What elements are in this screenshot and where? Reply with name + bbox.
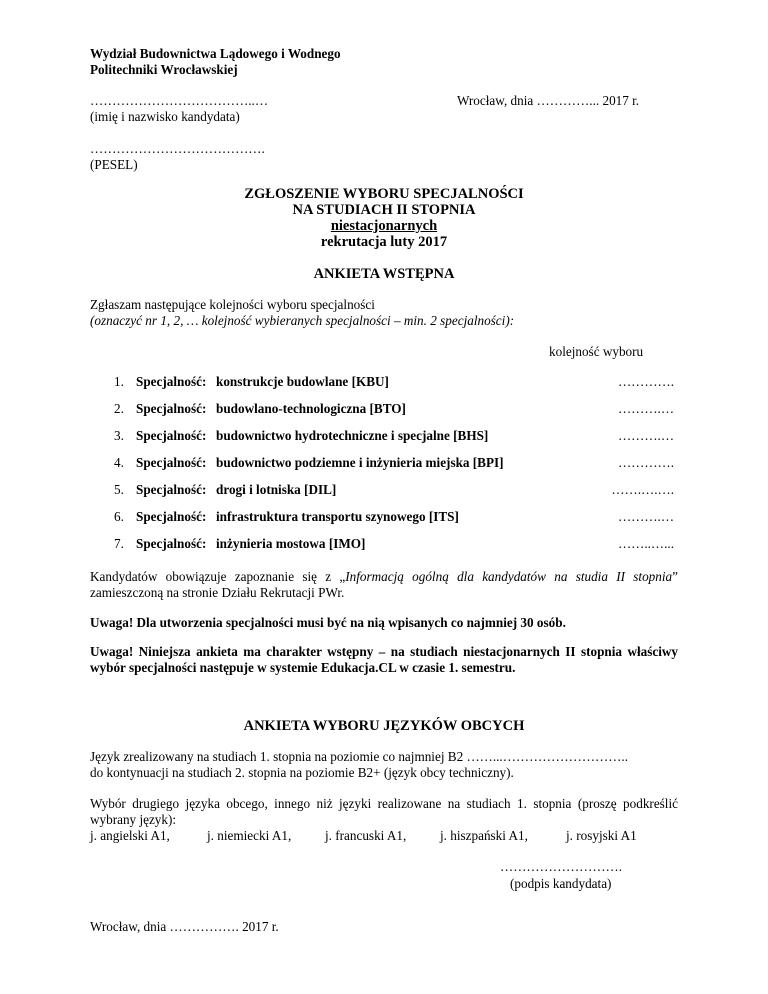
info-paragraph	[90, 569, 678, 601]
item-value: konstrukcje budowlane [KBU]	[216, 374, 389, 389]
footer-date-field[interactable]: Wrocław, dnia ……………. 2017 r.	[90, 919, 279, 934]
intro-text: Zgłaszam następujące kolejności wyboru specjalności	[90, 297, 375, 312]
order-field[interactable]: ……….…	[617, 401, 674, 416]
item-label: Specjalność:	[136, 428, 207, 443]
specialization-item-bpi	[114, 455, 674, 473]
warning-preliminary: Uwaga! Niniejsza ankieta ma charakter wstępny – na studiach niestacjonarnych II stopnia właściwy wybór specjalności następuje w systemie Edukacja.CL w czasie 1. semestru.	[90, 644, 678, 675]
order-field[interactable]: ……..…...	[617, 536, 674, 551]
form-title-line2: NA STUDIACH II STOPNIA	[292, 202, 476, 218]
faculty-name-line1: Wydział Budownictwa Lądowego i Wodnego	[90, 46, 341, 61]
second-language-instruction: Wybór drugiego języka obcego, innego niż języki realizowane na studiach 1. stopnia (proszę podkreślić wybrany język):	[90, 796, 678, 827]
language-option-english[interactable]: j. angielski A1,	[90, 828, 170, 843]
specialization-item-bhs	[114, 428, 674, 446]
faculty-name-line2: Politechniki Wrocławskiej	[90, 62, 238, 77]
form-title-line3: niestacjonarnych	[330, 218, 438, 234]
language-option-russian[interactable]: j. rosyjski A1	[566, 828, 637, 843]
item-label: Specjalność:	[136, 374, 207, 389]
item-value: budownictwo podziemne i inżynieria miejska [BPI]	[216, 455, 504, 470]
language-option-french[interactable]: j. francuski A1,	[325, 828, 407, 843]
order-field[interactable]: ………….	[617, 374, 674, 389]
item-number: 4.	[114, 455, 124, 470]
item-label: Specjalność:	[136, 536, 207, 551]
candidate-name-field[interactable]: ………………………………..…	[90, 93, 269, 108]
info-suffix: ” zamieszczoną na stronie Działu Rekrutacji PWr.	[90, 569, 678, 600]
specialization-item-kbu	[114, 374, 674, 392]
item-label: Specjalność:	[136, 455, 207, 470]
first-language-note: do kontynuacji na studiach 2. stopnia na poziomie B2+ (język obcy techniczny).	[90, 765, 514, 780]
item-value: drogi i lotniska [DIL]	[216, 482, 337, 497]
form-title-line1: ZGŁOSZENIE WYBORU SPECJALNOŚCI	[244, 186, 524, 202]
section-heading-initial-survey: ANKIETA WSTĘPNA	[313, 266, 455, 282]
item-value: budownictwo hydrotechniczne i specjalne [BHS]	[216, 428, 489, 443]
item-value: budowlano-technologiczna [BTO]	[216, 401, 406, 416]
info-prefix: Kandydatów obowiązuje zapoznanie się z „	[90, 569, 346, 584]
order-column-header: kolejność wyboru	[549, 344, 644, 359]
item-label: Specjalność:	[136, 401, 207, 416]
language-option-spanish[interactable]: j. hiszpański A1,	[440, 828, 528, 843]
item-number: 3.	[114, 428, 124, 443]
item-number: 5.	[114, 482, 124, 497]
item-value: infrastruktura transportu szynowego [ITS]	[216, 509, 459, 524]
info-document-title: Informacją ogólną dla kandydatów na studia II stopnia	[345, 569, 673, 584]
item-number: 6.	[114, 509, 124, 524]
intro-note: (oznaczyć nr 1, 2, … kolejność wybieranych specjalności – min. 2 specjalności):	[90, 313, 515, 328]
warning-min-students: Uwaga! Dla utworzenia specjalności musi być na nią wpisanych co najmniej 30 osób.	[90, 615, 566, 630]
pesel-caption: (PESEL)	[90, 157, 138, 172]
item-value: inżynieria mostowa [IMO]	[216, 536, 366, 551]
form-title-line4: rekrutacja luty 2017	[320, 234, 448, 250]
specialization-item-imo	[114, 536, 674, 554]
language-option-german[interactable]: j. niemiecki A1,	[207, 828, 292, 843]
candidate-name-caption: (imię i nazwisko kandydata)	[90, 109, 240, 124]
date-field[interactable]: Wrocław, dnia …………... 2017 r.	[457, 93, 640, 108]
order-field[interactable]: ……….…	[617, 428, 674, 443]
item-number: 1.	[114, 374, 124, 389]
signature-field[interactable]: ……………………….	[500, 859, 622, 874]
signature-caption: (podpis kandydata)	[510, 876, 612, 891]
item-number: 2.	[114, 401, 124, 416]
specialization-item-its	[114, 509, 674, 527]
specialization-item-dil	[114, 482, 674, 500]
section-heading-language-survey: ANKIETA WYBORU JĘZYKÓW OBCYCH	[243, 718, 525, 734]
order-field[interactable]: ……….…	[617, 509, 674, 524]
order-field[interactable]: ………….	[617, 455, 674, 470]
order-field[interactable]: …….….….	[611, 482, 674, 497]
pesel-field[interactable]: ………………………………….	[90, 141, 265, 156]
item-number: 7.	[114, 536, 124, 551]
item-label: Specjalność:	[136, 509, 207, 524]
item-label: Specjalność:	[136, 482, 207, 497]
specialization-item-bto	[114, 401, 674, 419]
first-language-line[interactable]: Język zrealizowany na studiach 1. stopnia na poziomie co najmniej B2 ……...………………………..	[90, 749, 629, 764]
